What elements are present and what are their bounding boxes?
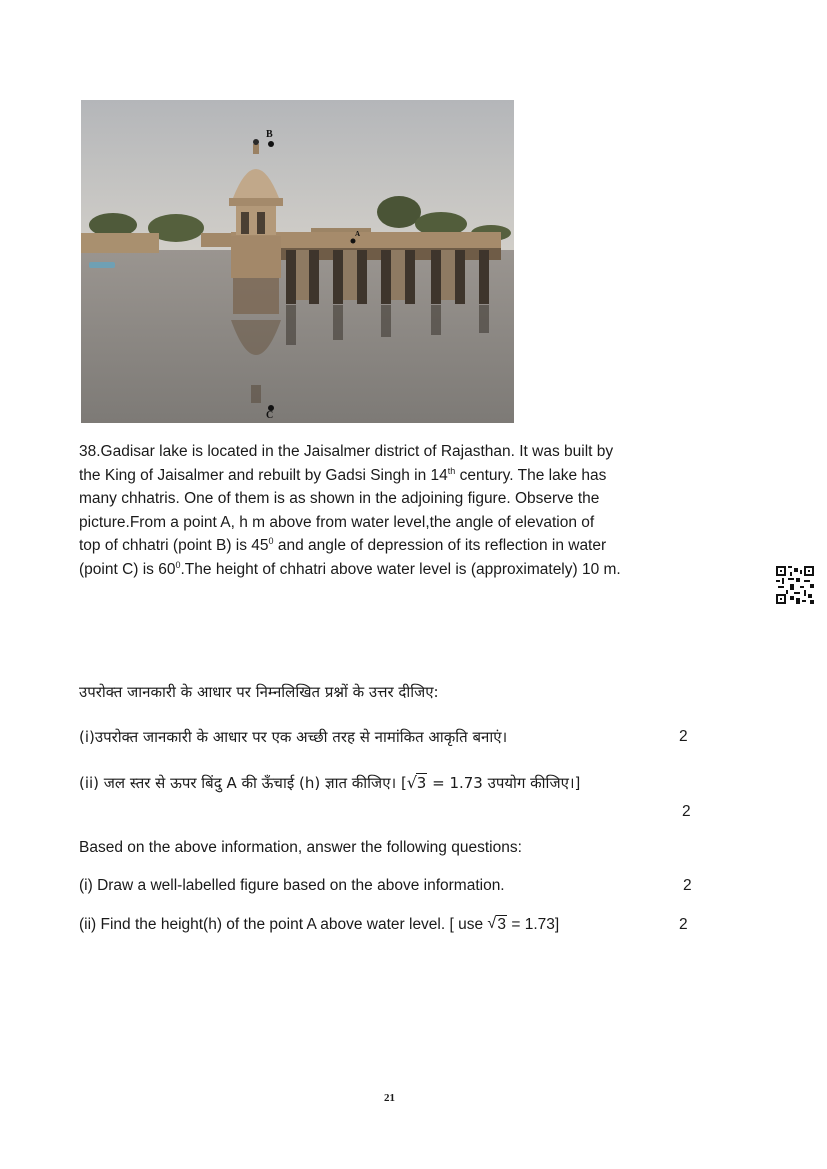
hindi-intro: उपरोक्त जानकारी के आधार पर निम्नलिखित प्रश्नों के उत्तर दीजिए:	[79, 683, 439, 701]
point-b-label: B	[266, 129, 273, 140]
point-a-label: A	[355, 230, 361, 238]
page-number: 21	[384, 1092, 395, 1104]
hindi-question-2-marks: 2	[682, 803, 691, 820]
hindi-question-1-marks: 2	[679, 728, 688, 745]
lake-scene	[81, 100, 514, 423]
hindi-question-2: (ii) जल स्तर से ऊपर बिंदु A की ऊँचाई (h) ज्ञात कीजिए। [ √ 3 = 1.73 उपयोग कीजिए।]	[79, 773, 581, 792]
english-question-2-marks: 2	[679, 916, 688, 933]
question-line-5: top of chhatri (point B) is $45^0$ and angle of depression of its reflection in water	[79, 536, 607, 554]
sqrt-symbol: √ 3	[487, 915, 507, 933]
english-question-1: (i) Draw a well-labelled figure based on the above information.	[79, 877, 505, 894]
point-b-marker	[268, 141, 274, 147]
question-line-2: the King of Jaisalmer and rebuilt by Gadsi Singh in 14th century. The lake has	[79, 465, 607, 484]
english-question-2: (ii) Find the height(h) of the point A above water level. [ use √ 3 = 1.73]	[79, 915, 560, 933]
point-a-marker	[351, 239, 356, 244]
sqrt-symbol: √ 3	[406, 773, 427, 792]
question-paragraph	[79, 440, 719, 581]
hindi-question-1: (i)उपरोक्त जानकारी के आधार पर एक अच्छी तरह से नामांकित आकृति बनाएं।	[79, 728, 508, 746]
question-line-6: (point C) is $60^0.The$ height of chhatri above water level is (approximately) 10 m.	[79, 559, 621, 578]
question-line-4: picture.From a point A, h m above from water level,the angle of elevation of	[79, 513, 595, 531]
chhatri-photo	[81, 100, 514, 423]
english-question-1-marks: 2	[683, 877, 692, 894]
qr-code-icon	[776, 566, 814, 604]
question-line-3: many chhatris. One of them is as shown in the adjoining figure. Observe the	[79, 490, 600, 507]
english-intro: Based on the above information, answer the following questions:	[79, 839, 522, 856]
question-line-1: 38.Gadisar lake is located in the Jaisalmer district of Rajasthan. It was built by	[79, 443, 614, 460]
point-c-label: C	[266, 410, 274, 421]
